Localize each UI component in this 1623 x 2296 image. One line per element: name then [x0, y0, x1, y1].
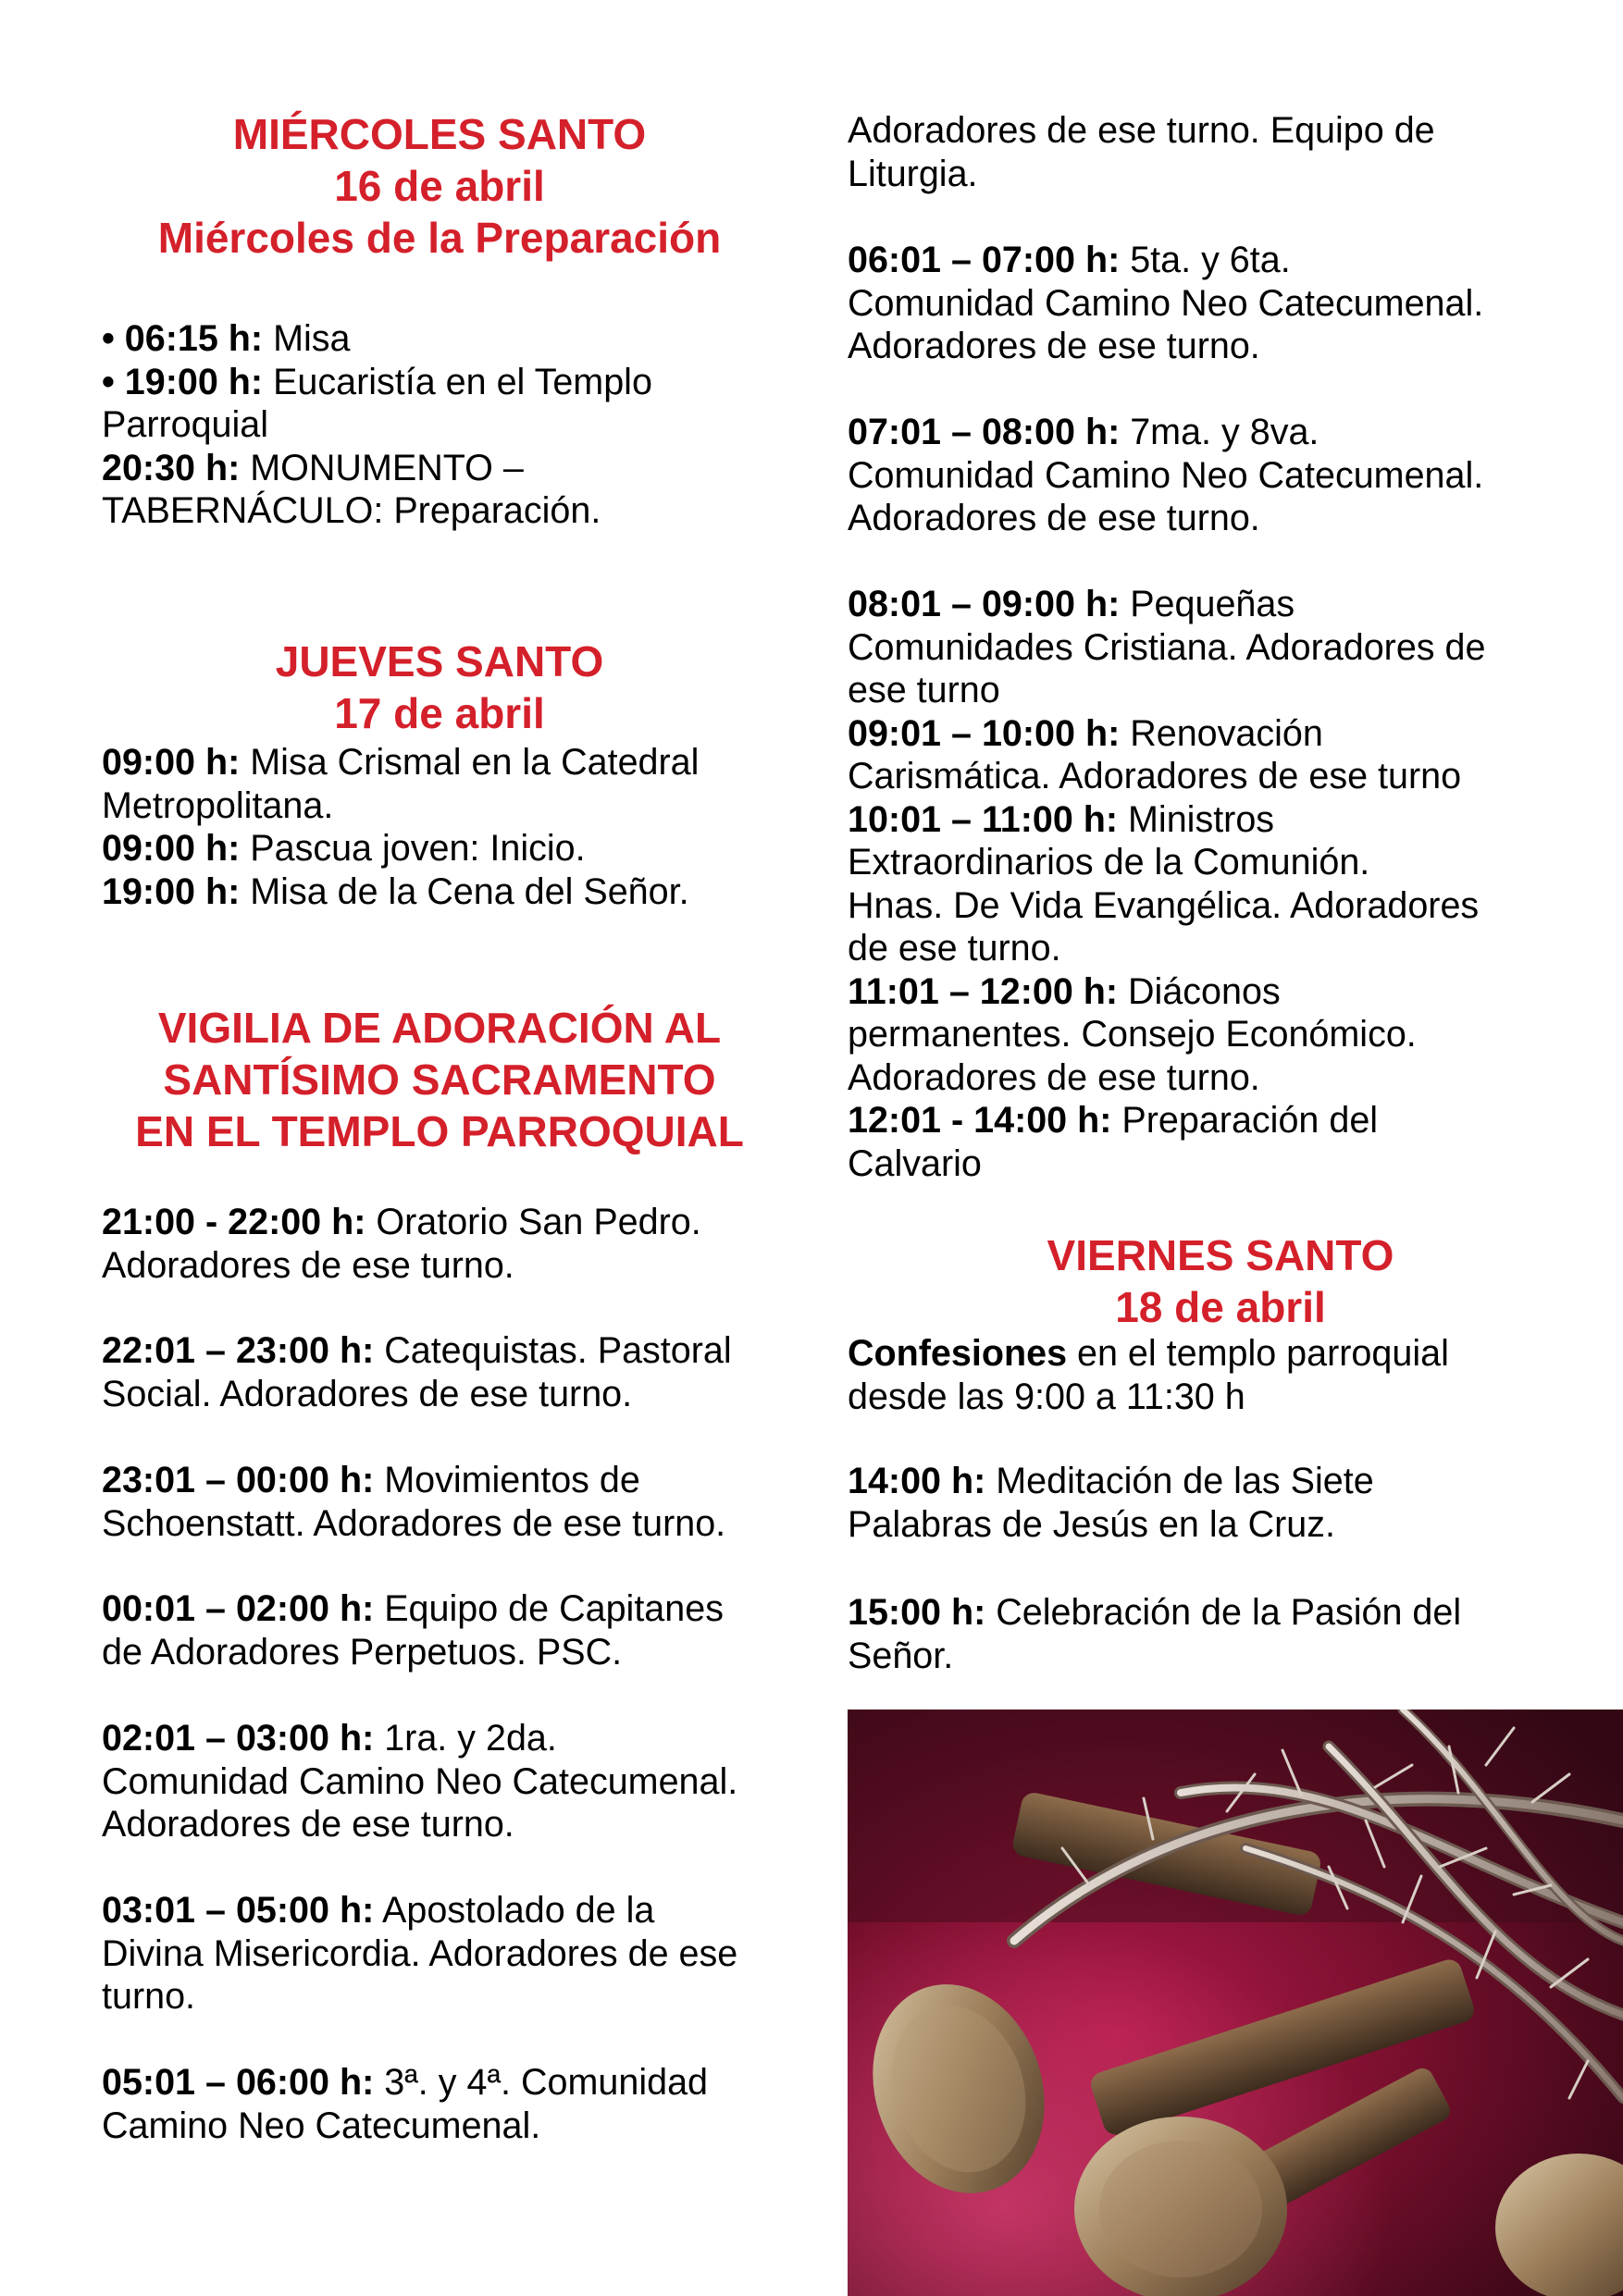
schedule-text-continued: Comunidad Camino Neo Catecumenal. — [848, 454, 1484, 496]
vigilia-slot-7-continued — [848, 109, 1435, 195]
schedule-text: Preparación del — [1111, 1100, 1379, 1141]
jueves-schedule — [102, 741, 699, 913]
schedule-text-continued: Adoradores de ese turno. — [102, 1244, 514, 1286]
schedule-text-continued: Comunidades Cristiana. Adoradores de — [848, 626, 1486, 668]
schedule-time: 08:01 – 09:00 h: — [848, 584, 1121, 624]
schedule-text: Renovación — [1120, 712, 1323, 754]
vigilia-slot-7 — [102, 2061, 708, 2147]
list-item — [102, 827, 699, 870]
viernes-title: VIERNES SANTO — [1047, 1231, 1394, 1279]
schedule-text-continued: Palabras de Jesús en la Cruz. — [848, 1503, 1335, 1545]
schedule-text: MONUMENTO – — [240, 447, 524, 488]
schedule-text-continued: turno. — [102, 1976, 196, 2017]
crown-of-thorns-photo — [848, 1710, 1623, 2296]
schedule-text-continued: Carismática. Adoradores de ese turno — [848, 756, 1462, 796]
vigilia-heading — [102, 1002, 777, 1157]
list-item — [102, 741, 699, 784]
schedule-text-continued: Extraordinarios de la Comunión. — [848, 842, 1370, 883]
list-item — [102, 870, 699, 914]
vigilia-slot-10 — [848, 583, 1485, 1185]
viernes-item-1 — [848, 1332, 1449, 1418]
jueves-title: JUEVES SANTO — [275, 637, 604, 685]
schedule-text-continued: Adoradores de ese turno. — [848, 326, 1260, 366]
schedule-text-continued: Adoradores de ese turno. Equipo de — [848, 110, 1435, 151]
vigilia-slot-1 — [102, 1201, 701, 1287]
schedule-label: Confesiones — [848, 1333, 1068, 1374]
vigilia-slot-3 — [102, 1459, 725, 1545]
schedule-text-continued: Social. Adoradores de ese turno. — [102, 1373, 633, 1414]
schedule-text: Pascua joven: Inicio. — [240, 828, 586, 869]
schedule-text: Equipo de Capitanes — [374, 1588, 724, 1629]
schedule-text-continued: Adoradores de ese turno. — [848, 498, 1260, 538]
schedule-text: Misa Crismal en la Catedral — [240, 742, 700, 783]
schedule-time: 00:01 – 02:00 h: — [102, 1588, 375, 1629]
vigilia-title-line3: EN EL TEMPLO PARROQUIAL — [135, 1107, 744, 1155]
schedule-time: 23:01 – 00:00 h: — [102, 1460, 375, 1500]
schedule-time: 02:01 – 03:00 h: — [102, 1718, 375, 1759]
schedule-time: 22:01 – 23:00 h: — [102, 1330, 375, 1371]
viernes-item-3 — [848, 1591, 1461, 1677]
schedule-time: 19:00 h: — [102, 870, 241, 912]
schedule-text-continued: ese turno — [848, 670, 1000, 710]
schedule-text: 3ª. y 4ª. Comunidad — [374, 2062, 709, 2103]
schedule-time: 03:01 – 05:00 h: — [102, 1890, 375, 1931]
schedule-text: 1ra. y 2da. — [374, 1718, 557, 1759]
schedule-text-continued: Calvario — [848, 1142, 982, 1184]
schedule-text-continued: Adoradores de ese turno. — [102, 1804, 514, 1845]
viernes-date: 18 de abril — [1115, 1283, 1326, 1331]
schedule-text: Misa — [263, 318, 351, 359]
vigilia-title-line1: VIGILIA DE ADORACIÓN AL — [157, 1004, 722, 1052]
schedule-text: Apostolado de la — [374, 1890, 655, 1931]
schedule-time: 09:01 – 10:00 h: — [848, 712, 1121, 754]
miercoles-schedule — [102, 317, 652, 533]
jueves-date: 17 de abril — [334, 689, 545, 737]
viernes-heading — [848, 1229, 1593, 1333]
schedule-time: 10:01 – 11:00 h: — [848, 798, 1119, 840]
crown-of-thorns-nails-icon — [848, 1710, 1623, 2296]
schedule-time: 11:01 – 12:00 h: — [848, 970, 1119, 1012]
schedule-text: 7ma. y 8va. — [1120, 412, 1319, 452]
schedule-time: 09:00 h: — [102, 742, 241, 783]
vigilia-slot-4 — [102, 1587, 724, 1673]
schedule-text-continued: de Adoradores Perpetuos. PSC. — [102, 1631, 623, 1673]
schedule-text: Pequeñas — [1120, 584, 1295, 624]
schedule-text-continued: Camino Neo Catecumenal. — [102, 2105, 541, 2146]
schedule-text-continued: de ese turno. — [848, 928, 1061, 969]
list-item — [102, 361, 652, 404]
viernes-item-2 — [848, 1460, 1374, 1546]
schedule-text: Diáconos — [1118, 970, 1281, 1012]
schedule-time: 05:01 – 06:00 h: — [102, 2062, 375, 2103]
vigilia-slot-9 — [848, 411, 1483, 540]
schedule-text-continued: permanentes. Consejo Económico. — [848, 1014, 1417, 1055]
schedule-time: 06:01 – 07:00 h: — [848, 240, 1121, 280]
schedule-text-continued: desde las 9:00 a 11:30 h — [848, 1376, 1245, 1417]
schedule-time: 12:01 - 14:00 h: — [848, 1100, 1112, 1141]
schedule-text: Ministros — [1118, 798, 1275, 840]
schedule-text-continued: Señor. — [848, 1635, 954, 1676]
schedule-text: Celebración de la Pasión del — [985, 1592, 1462, 1633]
vigilia-slot-2 — [102, 1329, 732, 1415]
schedule-time: 20:30 h: — [102, 447, 241, 488]
schedule-text-continued: Parroquial — [102, 404, 269, 445]
schedule-text: Meditación de las Siete — [985, 1461, 1374, 1501]
schedule-text: Misa de la Cena del Señor. — [240, 870, 689, 912]
schedule-text-continued: Adoradores de ese turno. — [848, 1056, 1260, 1098]
schedule-time: • 06:15 h: — [102, 318, 264, 359]
schedule-time: 09:00 h: — [102, 828, 241, 869]
miercoles-heading — [102, 108, 777, 264]
vigilia-slot-6 — [102, 1889, 737, 2018]
vigilia-slot-5 — [102, 1717, 737, 1846]
schedule-text-continued: Schoenstatt. Adoradores de ese turno. — [102, 1502, 726, 1544]
schedule-text-continued: Liturgia. — [848, 153, 978, 194]
schedule-text-continued: Hnas. De Vida Evangélica. Adoradores — [848, 884, 1480, 926]
schedule-time: 15:00 h: — [848, 1592, 986, 1633]
schedule-text-continued: Divina Misericordia. Adoradores de ese — [102, 1932, 738, 1974]
schedule-time: 07:01 – 08:00 h: — [848, 412, 1121, 452]
schedule-time: 14:00 h: — [848, 1461, 986, 1501]
schedule-text-continued: Comunidad Camino Neo Catecumenal. — [102, 1760, 738, 1802]
schedule-text: Movimientos de — [374, 1460, 640, 1500]
schedule-text-continued: TABERNÁCULO: Preparación. — [102, 490, 601, 531]
miercoles-subtitle: Miércoles de la Preparación — [157, 214, 722, 262]
schedule-time: 21:00 - 22:00 h: — [102, 1202, 366, 1242]
schedule-text: Catequistas. Pastoral — [374, 1330, 732, 1371]
list-item — [102, 317, 652, 361]
schedule-text-continued: Comunidad Camino Neo Catecumenal. — [848, 282, 1484, 324]
schedule-text: Oratorio San Pedro. — [365, 1202, 701, 1242]
vigilia-slot-8 — [848, 239, 1483, 368]
jueves-heading — [102, 636, 777, 739]
schedule-text: 5ta. y 6ta. — [1120, 240, 1291, 280]
vigilia-title-line2: SANTÍSIMO SACRAMENTO — [163, 1055, 716, 1104]
schedule-text-continued: Metropolitana. — [102, 784, 334, 826]
schedule-text: Eucaristía en el Templo — [263, 361, 652, 402]
list-item — [102, 447, 652, 490]
schedule-text: en el templo parroquial — [1067, 1333, 1449, 1374]
schedule-time: • 19:00 h: — [102, 361, 264, 402]
miercoles-date: 16 de abril — [334, 162, 545, 210]
miercoles-title: MIÉRCOLES SANTO — [232, 110, 647, 158]
